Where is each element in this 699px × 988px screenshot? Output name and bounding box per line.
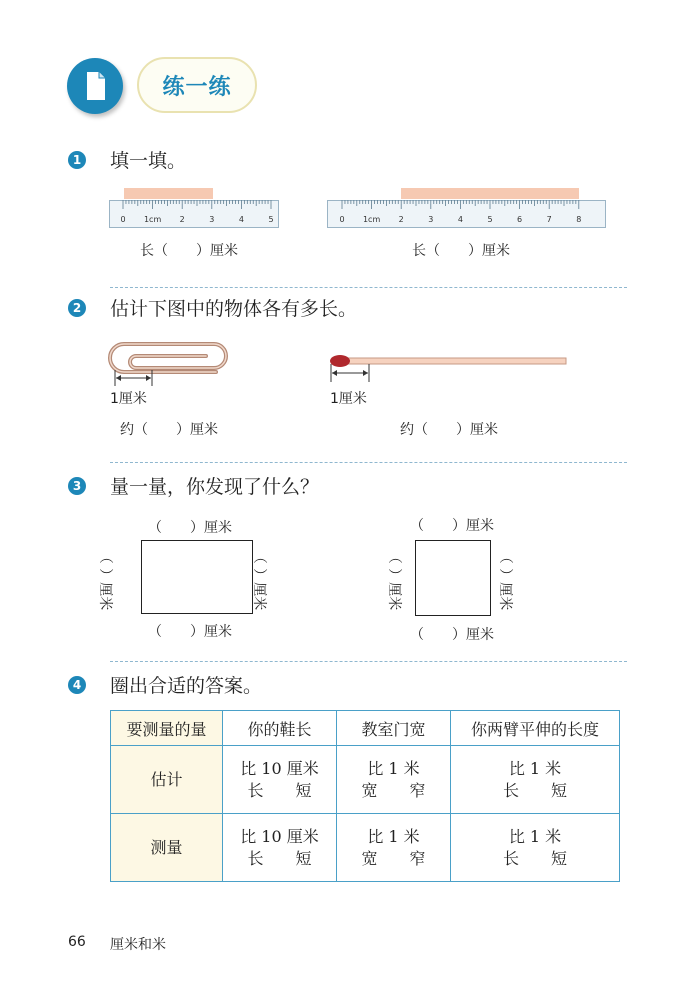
row-label-estimate: 估计	[111, 746, 223, 814]
ruler-2-measured-bar	[401, 188, 579, 199]
table-header-cell: 要测量的量	[111, 711, 223, 746]
choice-options[interactable]: 长 短	[502, 780, 567, 800]
table-row	[111, 746, 620, 814]
document-icon	[67, 58, 123, 114]
answer-cell[interactable]: 比 1 米 宽 窄	[337, 814, 451, 882]
page-title: 练一练	[137, 57, 257, 113]
matchstick-unit-label: 1厘米	[330, 391, 367, 407]
table-header-cell: 你两臂平伸的长度	[451, 711, 620, 746]
square-left-label: （ ）厘米	[386, 549, 403, 611]
ruler-1	[109, 188, 279, 233]
ruler-tick-label: 0	[120, 215, 126, 224]
ruler-tick-label: 3	[209, 215, 215, 224]
rectangle-top-label: （ ）厘米	[148, 520, 232, 536]
divider	[110, 661, 627, 662]
matchstick-icon	[326, 346, 571, 386]
ruler-tick-label: 5	[268, 215, 274, 224]
ruler-tick-label: 2	[398, 215, 404, 224]
table-header-cell: 你的鞋长	[223, 711, 337, 746]
section-number-3: 3	[68, 477, 86, 495]
ruler-tick-label: 5	[487, 215, 493, 224]
section-1-title: 填一填。	[110, 150, 187, 172]
paperclip-unit-label: 1厘米	[110, 391, 147, 407]
answer-cell[interactable]: 比 1 米 长 短	[451, 746, 620, 814]
section-3-title: 量一量，你发现了什么？	[110, 476, 320, 498]
chapter-title: 厘米和米	[110, 937, 166, 953]
table-header-cell: 教室门宽	[337, 711, 451, 746]
rectangle-bottom-label: （ ）厘米	[148, 624, 232, 640]
page-number: 66	[68, 934, 86, 950]
square-shape	[415, 540, 491, 616]
table-header-row	[111, 711, 620, 746]
choice-options[interactable]: 宽 窄	[361, 848, 426, 868]
ruler-1-ticks	[109, 200, 279, 228]
section-number-1: 1	[68, 151, 86, 169]
choice-options[interactable]: 宽 窄	[361, 780, 426, 800]
answer-table	[110, 710, 620, 882]
table-row	[111, 814, 620, 882]
ruler-tick-label: 7	[546, 215, 552, 224]
row-label-measure: 测量	[111, 814, 223, 882]
square-right-label: （ ）厘米	[497, 549, 514, 611]
ruler-1-answer: 长（ ）厘米	[140, 243, 238, 259]
ruler-2	[327, 188, 606, 233]
ruler-tick-label: 2	[179, 215, 185, 224]
paperclip-answer: 约（ ）厘米	[120, 422, 218, 438]
paperclip-icon	[106, 334, 236, 394]
ruler-tick-label: 1cm	[362, 215, 381, 224]
ruler-tick-label: 6	[517, 215, 523, 224]
choice-options[interactable]: 长 短	[247, 780, 312, 800]
rectangle-left-label: （ ）厘米	[97, 549, 114, 611]
section-2-title: 估计下图中的物体各有多长。	[110, 298, 358, 320]
divider	[110, 462, 627, 463]
ruler-tick-label: 1cm	[143, 215, 162, 224]
ruler-tick-label: 3	[428, 215, 434, 224]
answer-cell[interactable]: 比 10 厘米 长 短	[223, 814, 337, 882]
rectangle-right-label: （ ）厘米	[251, 549, 268, 611]
section-number-2: 2	[68, 299, 86, 317]
ruler-tick-label: 0	[339, 215, 345, 224]
section-4-title: 圈出合适的答案。	[110, 675, 263, 697]
ruler-2-ticks	[327, 200, 606, 228]
square-top-label: （ ）厘米	[410, 518, 494, 534]
choice-options[interactable]: 长 短	[502, 848, 567, 868]
answer-cell[interactable]: 比 10 厘米 长 短	[223, 746, 337, 814]
square-bottom-label: （ ）厘米	[410, 627, 494, 643]
choice-options[interactable]: 长 短	[247, 848, 312, 868]
ruler-tick-label: 8	[576, 215, 582, 224]
ruler-2-answer: 长（ ）厘米	[412, 243, 510, 259]
section-number-4: 4	[68, 676, 86, 694]
answer-cell[interactable]: 比 1 米 长 短	[451, 814, 620, 882]
answer-cell[interactable]: 比 1 米 宽 窄	[337, 746, 451, 814]
ruler-1-measured-bar	[124, 188, 213, 199]
ruler-tick-label: 4	[238, 215, 244, 224]
ruler-tick-label: 4	[457, 215, 463, 224]
rectangle-shape	[141, 540, 253, 614]
matchstick-answer: 约（ ）厘米	[400, 422, 498, 438]
divider	[110, 287, 627, 288]
exercise-icon-badge	[67, 58, 123, 114]
